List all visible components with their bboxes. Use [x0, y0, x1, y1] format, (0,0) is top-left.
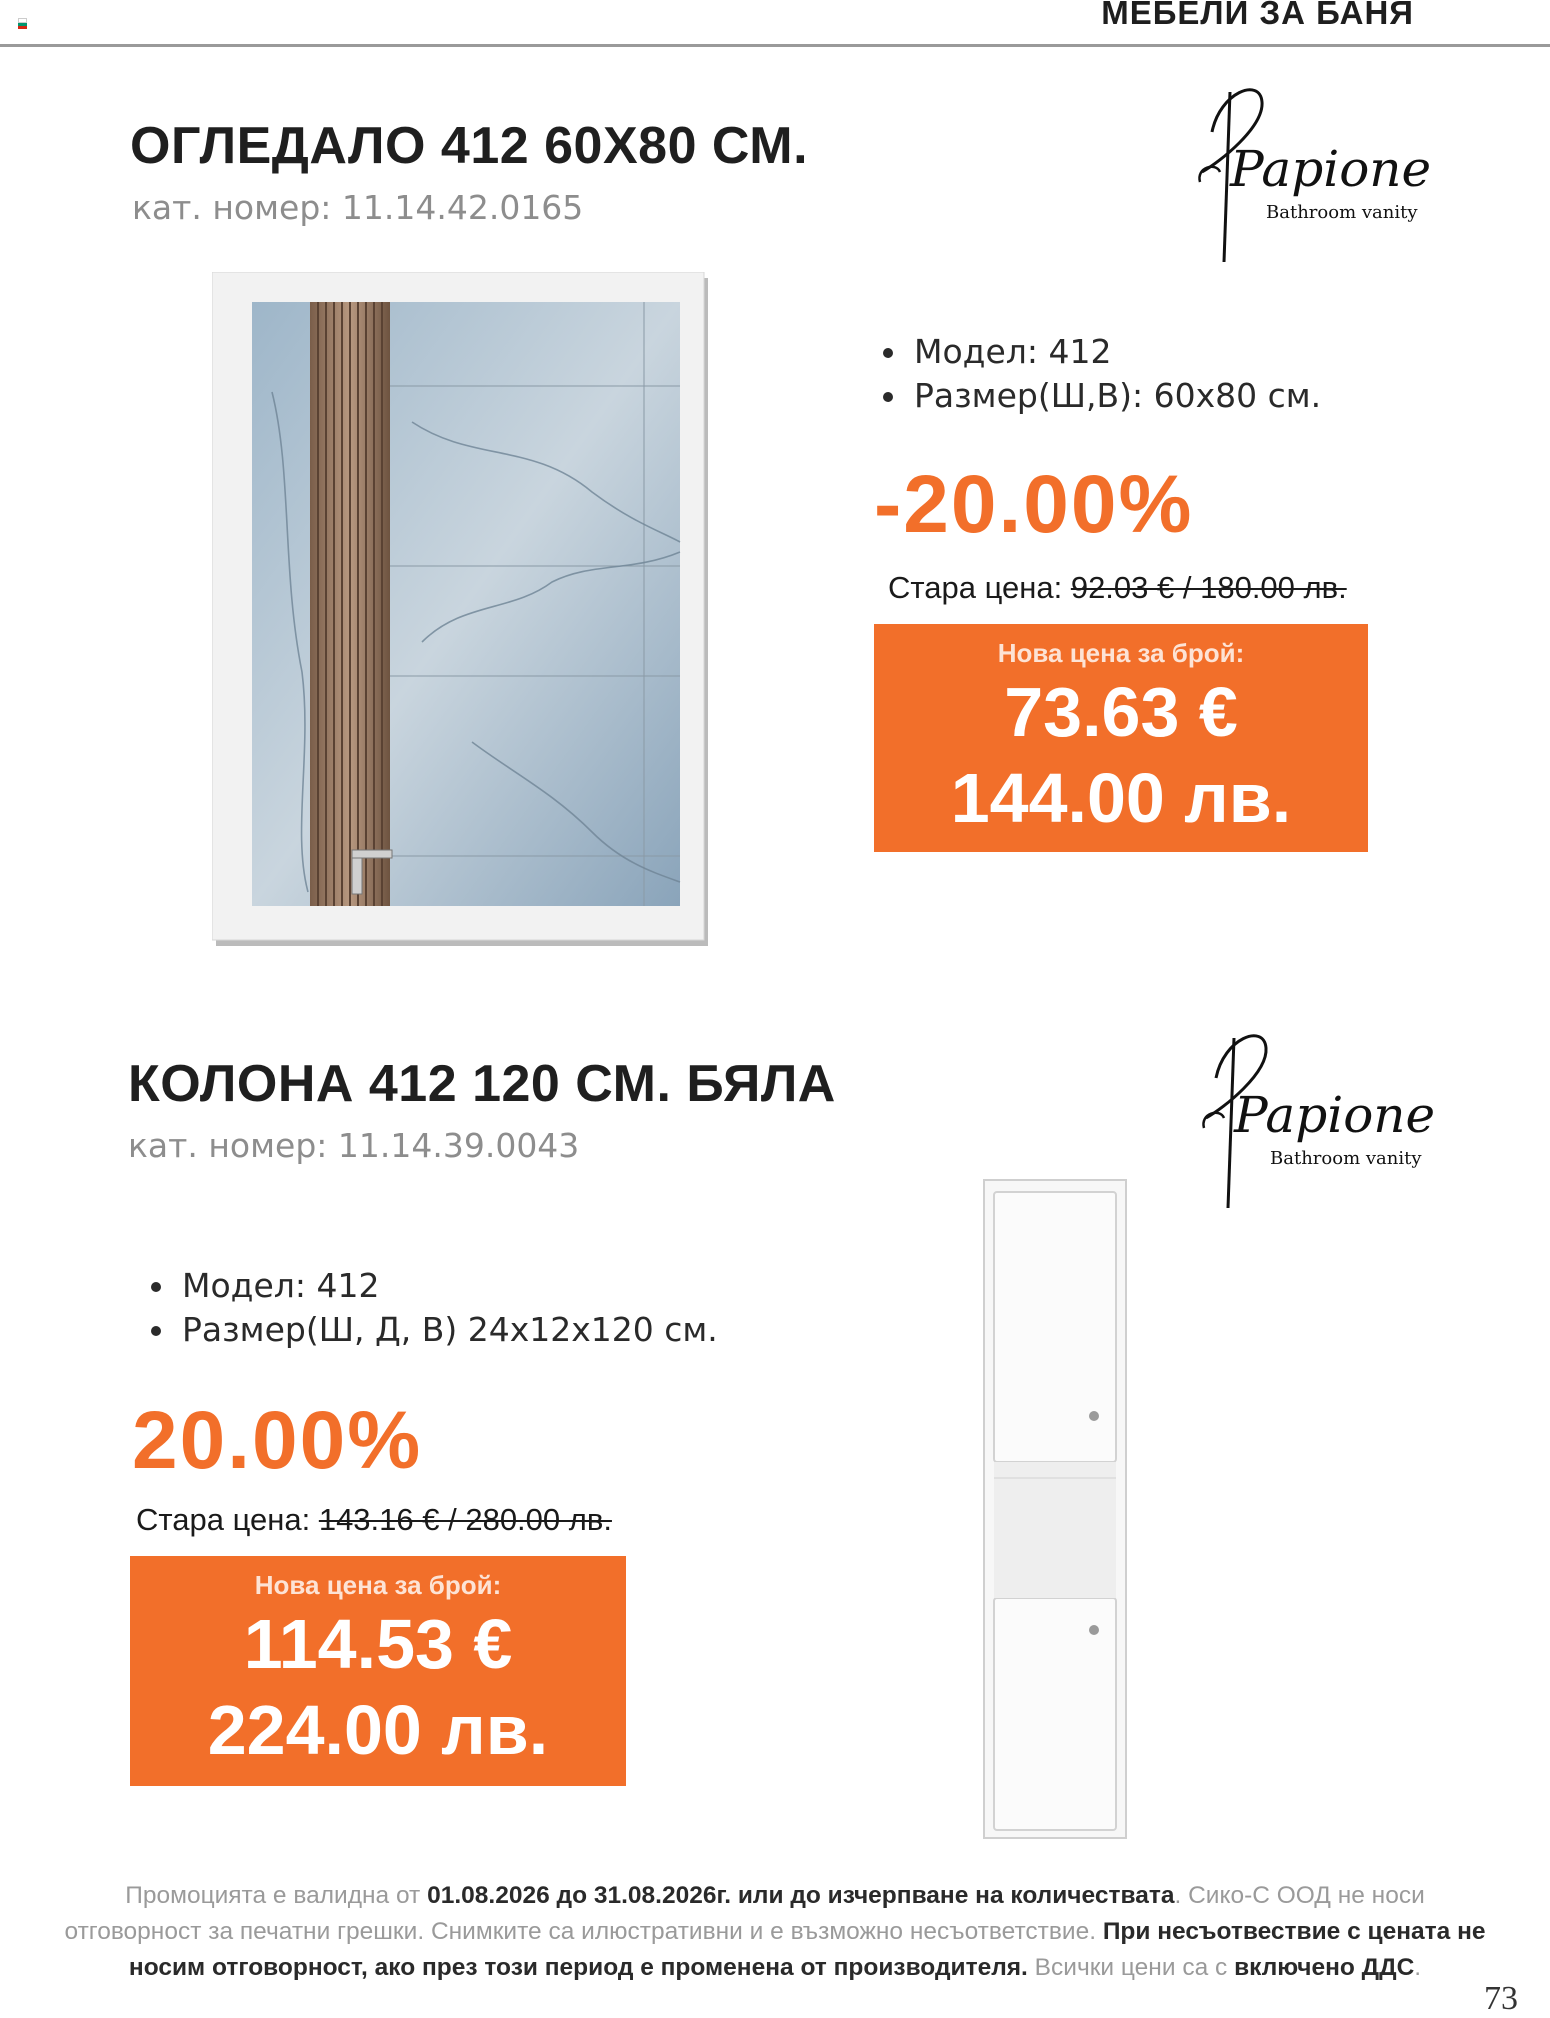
- discount-badge: -20.00%: [874, 459, 1194, 550]
- new-price-eur: 114.53 €: [243, 1605, 513, 1683]
- old-price-label: Стара цена:: [888, 570, 1063, 605]
- new-price-eur: 73.63 €: [1004, 673, 1238, 751]
- brand-logo-text: Papione: [1234, 1086, 1436, 1144]
- product-title: ОГЛЕДАЛО 412 60Х80 СМ.: [130, 117, 809, 175]
- spec-item: • Модел: 412: [178, 1264, 878, 1308]
- brand-subtitle: Bathroom vanity: [1266, 202, 1418, 223]
- new-price-bgn: 224.00 лв.: [207, 1691, 549, 1769]
- brand-logo-text: Papione: [1230, 140, 1432, 198]
- old-price-value: 92.03 € / 180.00 лв.: [1070, 570, 1347, 605]
- new-price-label: Нова цена за брой:: [254, 1570, 502, 1600]
- spec-item: • Размер(Ш, Д, В) 24х12х120 см.: [178, 1308, 878, 1352]
- product-title: КОЛОНА 412 120 СМ. БЯЛА: [128, 1055, 836, 1113]
- specs-list: [130, 1264, 878, 1352]
- brand-subtitle: Bathroom vanity: [1270, 1148, 1422, 1169]
- mirror-image: [212, 272, 712, 948]
- footer-text: Промоцията е валидна от: [125, 1882, 428, 1909]
- cabinet-image: [982, 1178, 1130, 1842]
- new-price-box: [874, 624, 1368, 852]
- specs-list: [862, 330, 1470, 418]
- footer-disclaimer: [60, 1878, 1490, 1986]
- new-price-label: Нова цена за брой:: [997, 638, 1245, 668]
- header-divider: [0, 44, 1550, 47]
- footer-text: .: [1414, 1954, 1422, 1981]
- page-number: 73: [1484, 1980, 1518, 2017]
- old-price-value: 143.16 € / 280.00 лв.: [318, 1502, 612, 1537]
- footer-vat-note: включено ДДС: [1234, 1954, 1415, 1981]
- catalog-number: кат. номер: 11.14.39.0043: [128, 1126, 580, 1165]
- brand-logo: [1190, 72, 1432, 272]
- spec-item: • Модел: 412: [910, 330, 1470, 374]
- old-price: [136, 1502, 612, 1538]
- brand-logo: [1194, 1018, 1436, 1218]
- spec-item: • Размер(Ш,В): 60х80 см.: [910, 374, 1470, 418]
- footer-validity-dates: 01.08.2026 до 31.08.2026г. или до изчерпване на количествата: [427, 1882, 1175, 1909]
- section-title: МЕБЕЛИ ЗА БАНЯ: [1101, 0, 1414, 31]
- new-price-bgn: 144.00 лв.: [950, 759, 1292, 837]
- catalog-number: кат. номер: 11.14.42.0165: [132, 188, 584, 227]
- old-price-label: Стара цена:: [136, 1502, 311, 1537]
- footer-price-notice: При несъотвествие с цената не носим отговорност, ако през този период е променена от производителя.: [128, 1918, 1486, 1981]
- footer-text: Всички цени са с: [1027, 1954, 1235, 1981]
- flag-icon: [18, 18, 27, 27]
- footer-text: . Сико-С ООД не носи отговорност за печатни грешки. Снимките са илюстративни и е възможно несъответствие.: [64, 1882, 1425, 1945]
- new-price-box: [130, 1556, 626, 1786]
- discount-badge: 20.00%: [132, 1395, 423, 1486]
- old-price: [888, 570, 1347, 606]
